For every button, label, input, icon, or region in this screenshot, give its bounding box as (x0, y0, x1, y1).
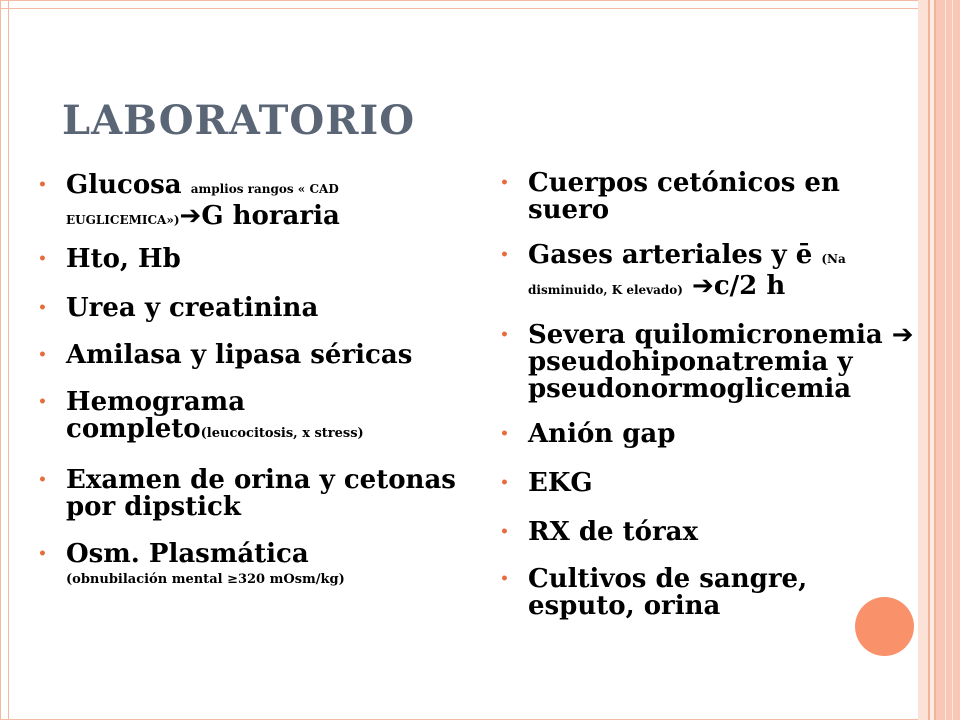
item-main: Anión gap (528, 419, 676, 449)
item-main: RX de tórax (528, 517, 699, 547)
list-item (38, 389, 478, 447)
item-main: Amilasa y lipasa séricas (66, 340, 413, 370)
bullet-icon: • (38, 177, 47, 193)
item-note: (leucocitosis, x stress) (200, 426, 364, 441)
list-item (500, 421, 920, 448)
item-tail: c/2 h (713, 271, 786, 301)
bullet-icon: • (500, 175, 509, 191)
decor-stripe (945, 0, 946, 720)
left-list (38, 172, 478, 599)
decor-stripe (936, 0, 960, 720)
list-item (38, 467, 478, 521)
item-main: Severa quilomicronemia (528, 320, 883, 350)
item-note: (Na disminuido, K elevado) (528, 252, 846, 297)
bullet-icon: • (38, 347, 47, 363)
slide-border-top (0, 8, 960, 9)
list-item (500, 242, 920, 304)
item-main: Gases arteriales y ē (528, 240, 813, 270)
item-note: (obnubilación mental ≥320 mOsm/kg) (66, 572, 345, 587)
item-main: Cultivos de sangre, esputo, orina (528, 564, 808, 621)
list-item (38, 342, 478, 369)
item-main: EKG (528, 468, 593, 498)
item-main: Cuerpos cetónicos en suero (528, 168, 840, 225)
list-item (500, 322, 920, 403)
slide-title: LABORATORIO (62, 97, 416, 144)
decor-stripe (952, 0, 953, 720)
item-main: Examen de orina y cetonas por dipstick (66, 465, 456, 522)
item-main: Osm. Plasmática (66, 539, 309, 569)
list-item (500, 470, 920, 497)
list-item (38, 295, 478, 322)
bullet-icon: • (38, 472, 47, 488)
list-item (38, 172, 478, 234)
right-list (500, 170, 920, 620)
bullet-icon: • (500, 524, 509, 540)
bullet-icon: • (38, 300, 47, 316)
list-item (38, 246, 478, 273)
item-tail: G horaria (201, 201, 340, 231)
list-item (500, 566, 920, 620)
bullet-icon: • (38, 546, 47, 562)
bullet-icon: • (500, 327, 509, 343)
slide-border-left (8, 0, 9, 720)
accent-circle (855, 597, 914, 656)
bullet-icon: • (500, 247, 509, 263)
bullet-icon: • (500, 426, 509, 442)
bullet-icon: • (500, 571, 509, 587)
item-note: amplios rangos « CAD EUGLICEMICA») (66, 182, 339, 227)
bullet-icon: • (38, 394, 47, 410)
list-item (500, 519, 920, 546)
arrow-icon: ➔ (179, 201, 202, 231)
item-main: Urea y creatinina (66, 293, 319, 323)
bullet-icon: • (38, 251, 47, 267)
item-main: Hto, Hb (66, 244, 181, 274)
item-main: Glucosa (66, 170, 182, 200)
bullet-icon: • (500, 475, 509, 491)
list-item (38, 541, 478, 599)
item-main: Hemograma completo (66, 387, 246, 444)
list-item (500, 170, 920, 224)
item-tail: pseudohiponatremia y pseudonormoglicemia (528, 347, 853, 404)
arrow-icon: ➔ (891, 320, 914, 350)
arrow-icon: ➔ (692, 271, 714, 301)
